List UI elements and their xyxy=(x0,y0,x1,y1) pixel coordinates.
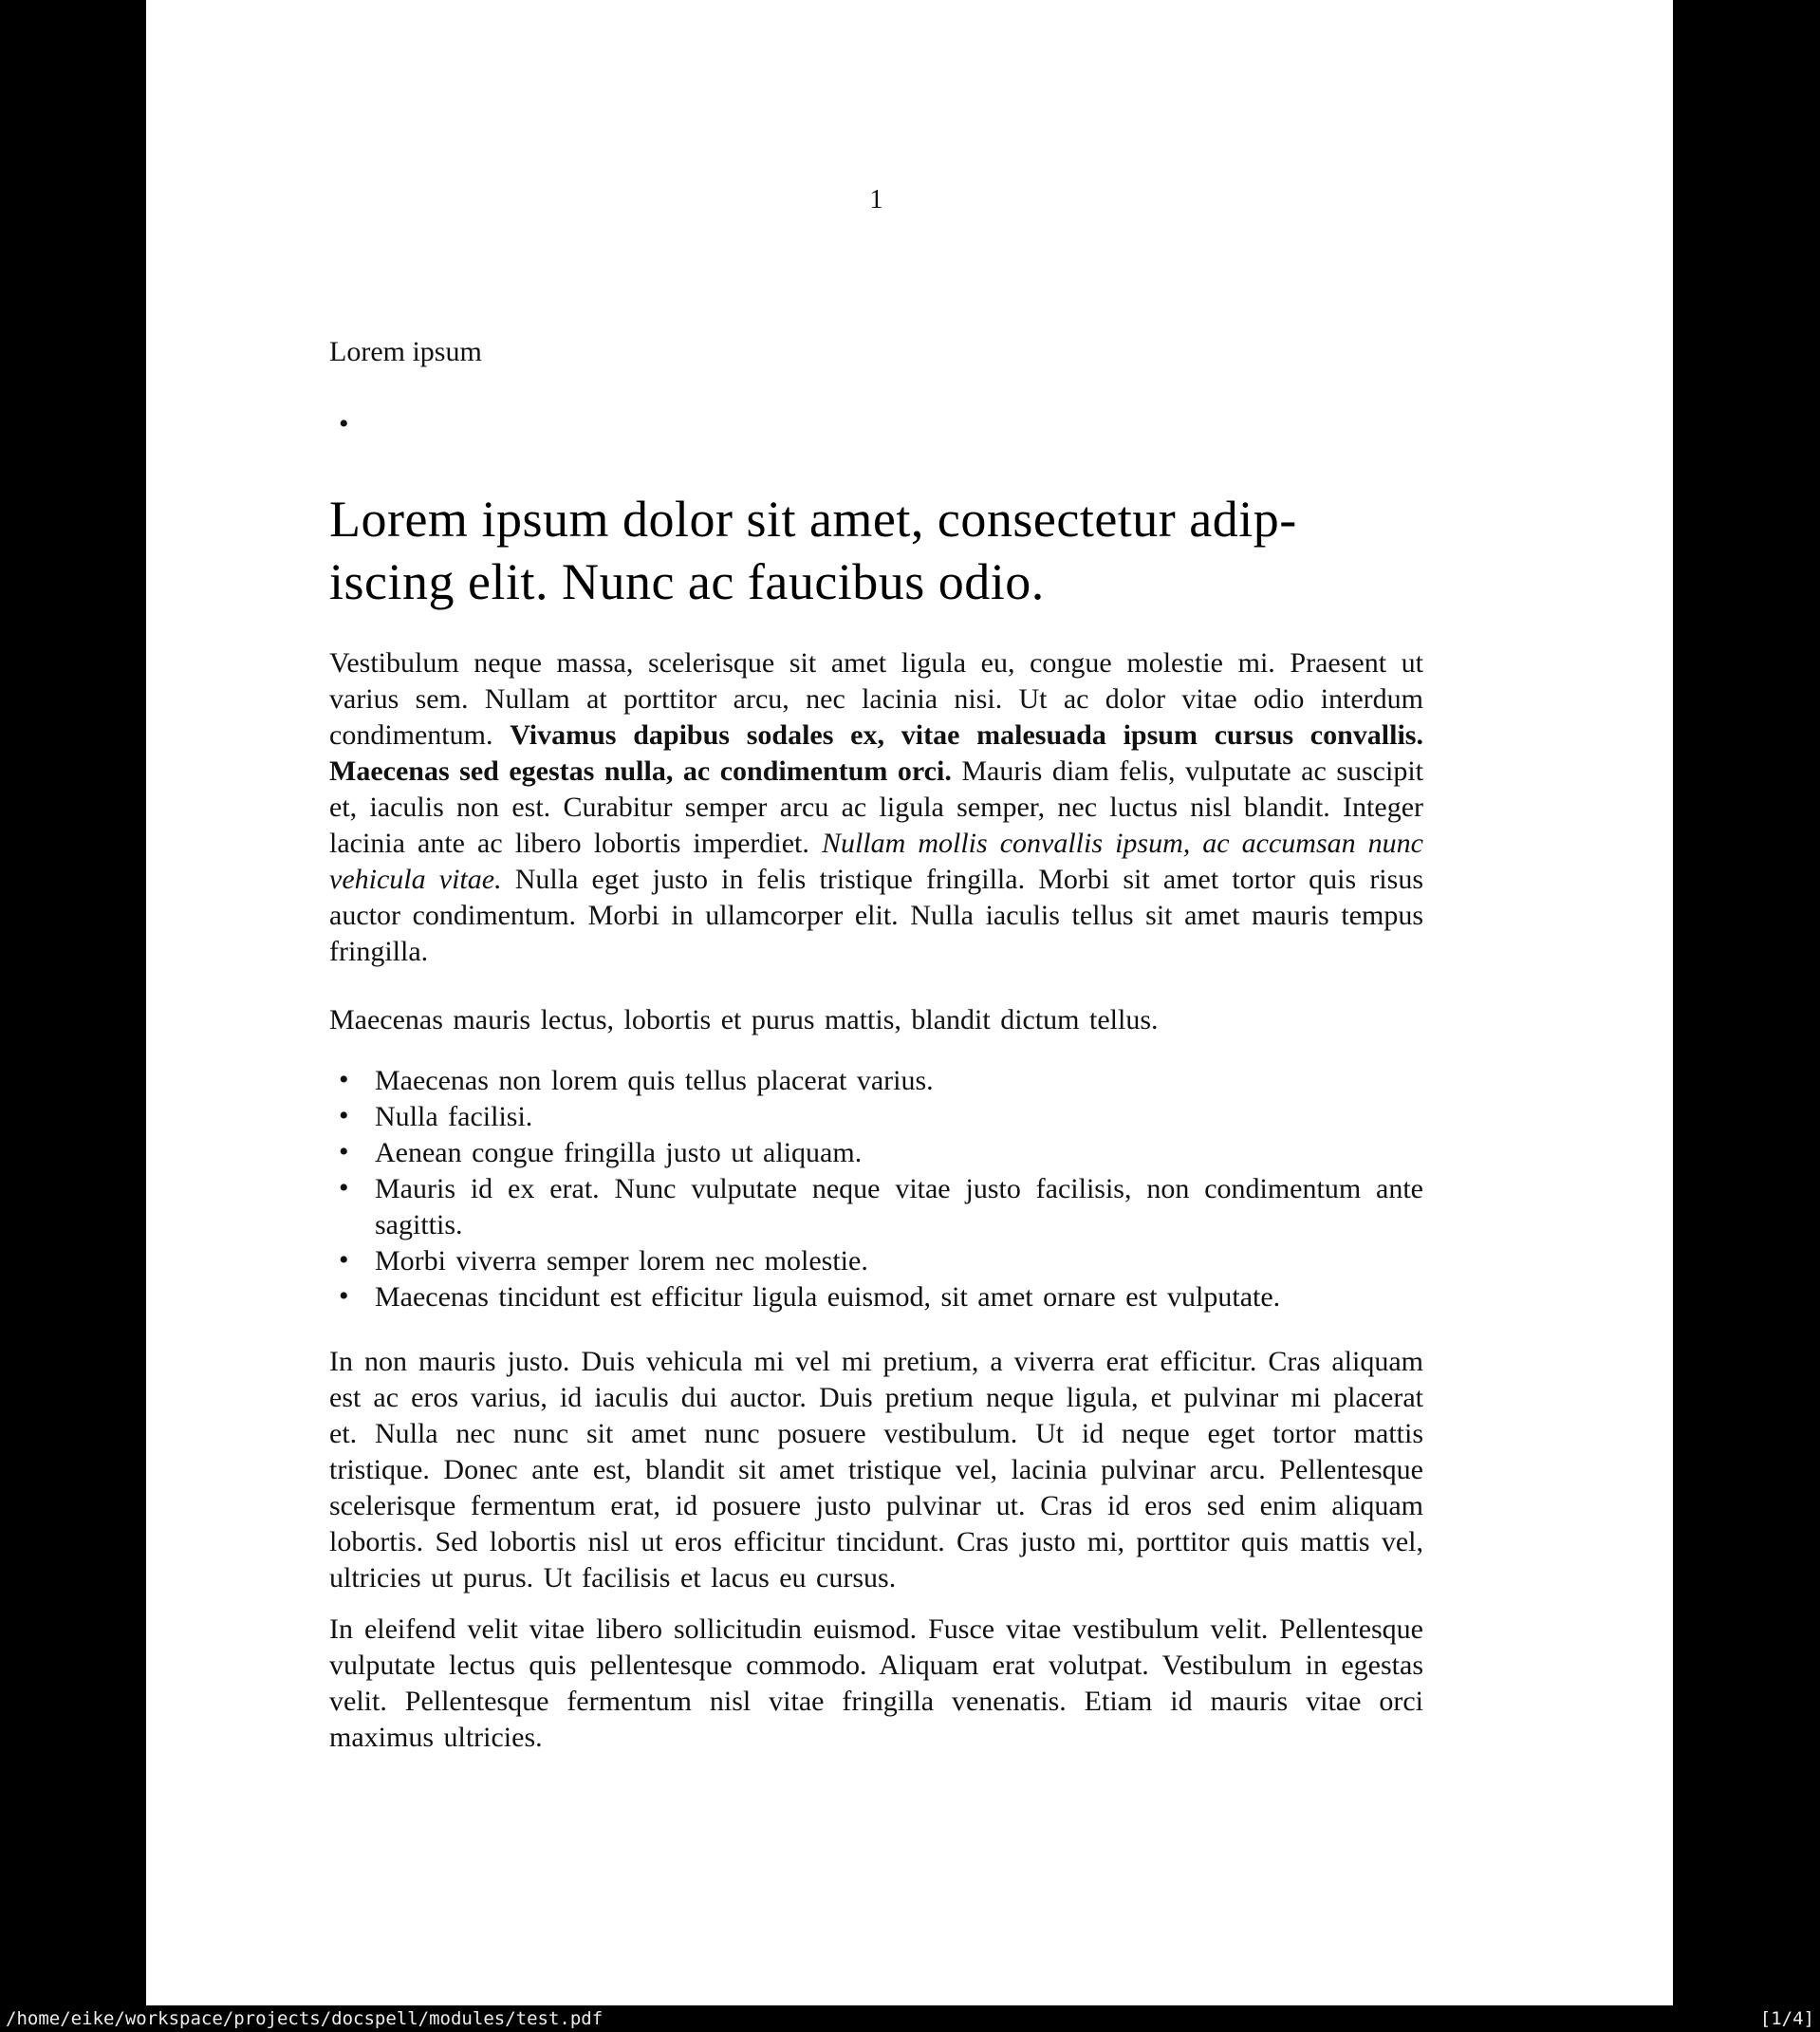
statusbar xyxy=(0,2005,1820,2032)
paragraph-3: In non mauris justo. Duis vehicula mi vel mi pretium, a viverra erat efficitur. Cras aliquam est ac eros varius, id iaculis dui auctor. Duis pretium neque ligula, et pulvinar mi placerat et. Nulla nec nunc sit amet nunc posuere vestibulum. Ut id neque eget tortor mattis tristique. Donec ante est, blandit sit amet tristique vel, lacinia pulvinar arcu. Pellentesque scelerisque fermentum erat, id posuere justo pulvinar ut. Cras id eros sed enim aliquam lobortis. Sed lobortis nisl ut eros efficitur tincidunt. Cras justo mi, porttitor quis mattis vel, ultricies ut purus. Ut facilisis et lacus eu cursus. xyxy=(329,1346,1423,1594)
paragraph-2: Maecenas mauris lectus, lobortis et purus mattis, blandit dictum tellus. xyxy=(329,1004,1159,1035)
document-page[interactable] xyxy=(146,0,1673,2005)
bullet-icon: • xyxy=(339,1064,349,1095)
bullet-icon: • xyxy=(339,1244,349,1276)
lone-bullet-icon: • xyxy=(339,408,349,439)
document-title xyxy=(329,488,1423,613)
list-item xyxy=(329,1171,1423,1243)
text-segment-normal: Vestibulum neque massa, scelerisque sit amet ligula eu, congue molestie mi. Praesent ut varius sem. Nullam at porttitor arcu, nec lacinia nisi. Ut ac dolor vitae odio interdum condimentum. xyxy=(329,647,1423,751)
text-segment-italic: Nullam mollis convallis ipsum, ac accumsan nunc vehicula vitae. xyxy=(329,828,1423,895)
text-segment-bold: Vivamus dapibus sodales ex, vitae malesuada ipsum cursus convallis. Maecenas sed egestas nulla, ac condimentum orci. xyxy=(329,719,1423,787)
page-number: 1 xyxy=(869,185,883,214)
list-item-text: Morbi viverra semper lorem nec molestie. xyxy=(375,1245,868,1277)
statusbar-page-indicator: [1/4] xyxy=(1759,2008,1814,2029)
list-item-text: Maecenas tincidunt est efficitur ligula euismod, sit amet ornare est vulputate. xyxy=(375,1281,1281,1313)
bullet-icon: • xyxy=(339,1100,349,1131)
document-title-line-1: Lorem ipsum dolor sit amet, consectetur adip- xyxy=(329,491,1297,548)
document-title-line-2: iscing elit. Nunc ac faucibus odio. xyxy=(329,553,1045,610)
list-item xyxy=(329,1135,1423,1171)
bullet-list xyxy=(329,1063,1423,1315)
list-item-text: Maecenas non lorem quis tellus placerat varius. xyxy=(375,1065,934,1096)
bullet-icon: • xyxy=(339,1280,349,1312)
bullet-icon: • xyxy=(339,1172,349,1203)
paragraph-4: In eleifend velit vitae libero sollicitudin euismod. Fusce vitae vestibulum velit. Pellentesque vulputate lectus quis pellentesque commodo. Aliquam erat volutpat. Vestibulum in egestas velit. Pellentesque fermentum nisl vitae fringilla venenatis. Etiam id mauris vitae orci maximus ultricies. xyxy=(329,1613,1423,1753)
list-item xyxy=(329,1063,1423,1099)
paragraph-1 xyxy=(329,645,1423,970)
list-item-text: Aenean congue fringilla justo ut aliquam. xyxy=(375,1137,863,1168)
list-item xyxy=(329,1279,1423,1315)
list-item xyxy=(329,1243,1423,1279)
list-item-text: Nulla facilisi. xyxy=(375,1101,533,1132)
list-item-text: Mauris id ex erat. Nunc vulputate neque vitae justo facilisis, non condimentum ante sagittis. xyxy=(375,1173,1423,1240)
statusbar-file-path: /home/eike/workspace/projects/docspell/modules/test.pdf xyxy=(6,2008,604,2029)
list-item xyxy=(329,1099,1423,1135)
bullet-icon: • xyxy=(339,1136,349,1167)
text-segment-normal: Mauris diam felis, vulputate ac suscipit et, iaculis non est. Curabitur semper arcu ac ligula semper, nec luctus nisl blandit. Integer lacinia ante ac libero lobortis imperdiet. xyxy=(329,755,1423,859)
meta-line: Lorem ipsum xyxy=(329,336,482,367)
text-segment-normal: Nulla eget justo in felis tristique fringilla. Morbi sit amet tortor quis risus auctor condimentum. Morbi in ullamcorper elit. Nulla iaculis tellus sit amet mauris tempus fringilla. xyxy=(329,864,1423,967)
